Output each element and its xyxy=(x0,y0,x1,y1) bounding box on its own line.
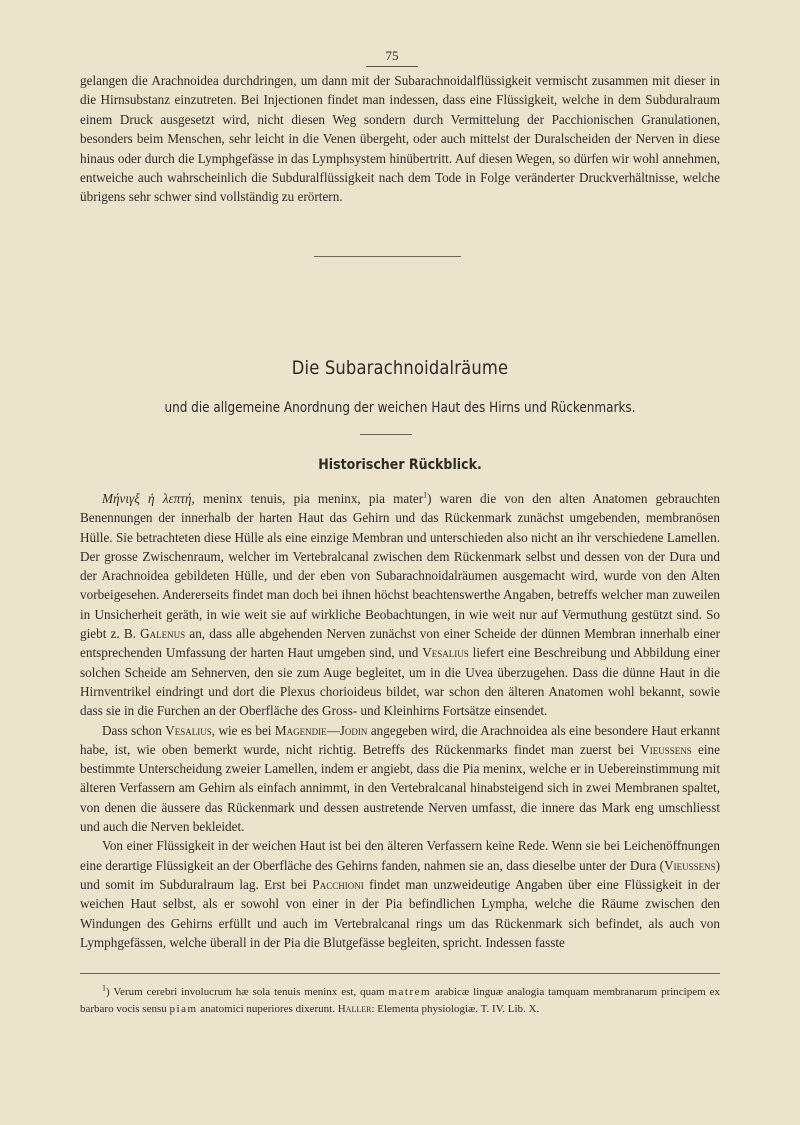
footnote-text: $^1$) Verum cerebri involucrum hæ sola tenuis meninx est, quam matrem arabicæ linguæ analogia tamquam membranarum principem ex barbaro vocis sensu piam anatomici nuperiores dixerunt. Haller: Elementa physiologiæ. T. IV. Lib. X. xyxy=(80,983,720,1015)
greek-term: Μήνιγξ ἡ λεπτή, xyxy=(102,491,195,506)
paragraph-1: Μήνιγξ ἡ λεπτή, meninx tenuis, pia meninx, pia mater$^1$) waren die von den alten Anatomen gebrauchten Benennungen der innerhalb der harten Haut das Gehirn und das Rückenmark zunächst umgebenden, membranösen Hülle. Sie betrachteten diese Hülle als eine einzige Membran und unterschieden also nicht an ihr verschiedene Lamellen. Der grosse Zwischenraum, welcher im Vertebralcanal zwischen dem Rückenmark selbst und dessen von der Dura und der Arachnoidea gebildeten Hülle, und der eben von Subarachnoidalräumen ausgemacht wird, wurde von den Alten vorbeigesehen. Andererseits findet man doch bei ihnen höchst beachtenswerthe Angaben, betreffs welcher man zuweilen in Unsicherheit geräth, in wie weit sie auf wirkliche Beobachtungen, in wie weit nur auf Vermuthung gestützt sind. So giebt z. B. Galenus an, dass alle abgehenden Nerven zunächst von einer Scheide der dünnen Membran innerhalb einer entsprechenden Umfassung der harten Haut umgeben sind, und Vesalius liefert eine Beschreibung und Abbildung einer solchen Scheide am Sehnerven, den sie zum Auge begleitet, um in die Uvea überzugehen. Dass die dünne Haut in die Hirnventrikel eindringt und dort die Plexus chorioideus bildet, war schon den älteren Anatomen wohl bekannt, sowie dass sie in die Furchen an der Oberfläche des Gross- und Kleinhirns Fortsätze einsendet. xyxy=(80,490,721,719)
intro-text: gelangen die Arachnoidea durchdringen, um dann mit der Subarachnoidalflüssigkeit vermischt zusammen mit dieser in die Hirnsubstanz einzutreten. Bei Injectionen findet man indessen, dass eine Flüssigkeit, welche in dem Subduralraum einem Druck ausgesetzt wird, nicht diesen Weg sondern durch Vermittelung der Pacchionischen Granulationen, besonders beim Menschen, sehr leicht in die Venen übergeht, oder auch mittelst der Duralscheiden der Nerven in diese hinaus oder durch die Lymphgefässe in das Lymphsystem hinübertritt. Auf diesen Wegen, so dürfen wir wohl annehmen, entweiche auch wahrscheinlich die Subduralflüssigkeit nach dem Tode in Folge veränderter Druckverhältnisse, welche übrigens sehr schwer sind vollständig zu erörtern. xyxy=(80,73,720,205)
author-name: Haller: xyxy=(337,1003,375,1015)
author-name: Vesalius xyxy=(165,722,212,738)
section-divider xyxy=(314,256,461,257)
author-name: Vieussens xyxy=(664,857,716,873)
paragraph-2: Dass schon Vesalius, wie es bei Magendie—Jodin angegeben wird, die Arachnoidea als eine besondere Haut erkannt habe, ist, wie oben bemerkt wurde, nicht richtig. Betreffs des Rückenmarks findet man zuerst bei Vieussens eine bestimmte Unterscheidung zweier Lamellen, indem er angiebt, dass die Pia meninx, welche er in Uebereinstimmung mit älteren Verfassern am Gehirn als einfach annimmt, in den Vertebralcanal hinabsteigend sich in zwei Membranen spaltet, von denen die äussere das Rückenmark und dessen austretende Nerven umfasst, die innere das Mark eng umschliesst und auch die Nerven bekleidet. xyxy=(80,722,721,835)
page-number: 75 xyxy=(385,48,399,63)
chapter-title: Die Subarachnoidalräume xyxy=(291,357,509,379)
paragraph-3: Von einer Flüssigkeit in der weichen Haut ist bei den älteren Verfassern keine Rede. Wenn sie bei Leichenöffnungen eine derartige Flüssigkeit an der Oberfläche des Gehirns fanden, nahmen sie an, dass dieselbe unter der Dura (Vieussens) und somit im Subduralraum lag. Erst bei Pacchioni findet man unzweideutige Angaben über eine Flüssigkeit in der weichen Haut selbst, als er sowohl von einer in der Pia befindlichen Lympha, welche die Räume zwischen den Windungen des Gehirns erfüllt und auch im Vertebralcanal rings um das Rückenmark sich befindet, als auch von Lymphgefässen, welche überall in der Pia die Blutgefässe begleiten, spricht. Indessen fasste xyxy=(80,838,720,950)
author-name: Vesalius xyxy=(422,645,469,661)
section-heading: Historischer Rückblick. xyxy=(318,457,482,473)
footnote-reference: 1 xyxy=(423,490,428,500)
author-name: Vieussens xyxy=(640,741,692,757)
author-name: Pacchioni xyxy=(312,876,364,892)
author-name: Galenus xyxy=(140,626,186,642)
footnote-mark: 1 xyxy=(102,983,106,993)
author-name: Magendie—Jodin xyxy=(274,722,368,738)
title-divider xyxy=(360,434,412,435)
footnote-rule xyxy=(80,973,720,974)
page-number-rule xyxy=(366,66,418,67)
body-text xyxy=(80,489,720,952)
chapter-subtitle: und die allgemeine Anordnung der weichen Haut des Hirns und Rückenmarks. xyxy=(164,400,636,416)
intro-paragraph xyxy=(80,71,720,207)
footnote xyxy=(80,984,720,1018)
